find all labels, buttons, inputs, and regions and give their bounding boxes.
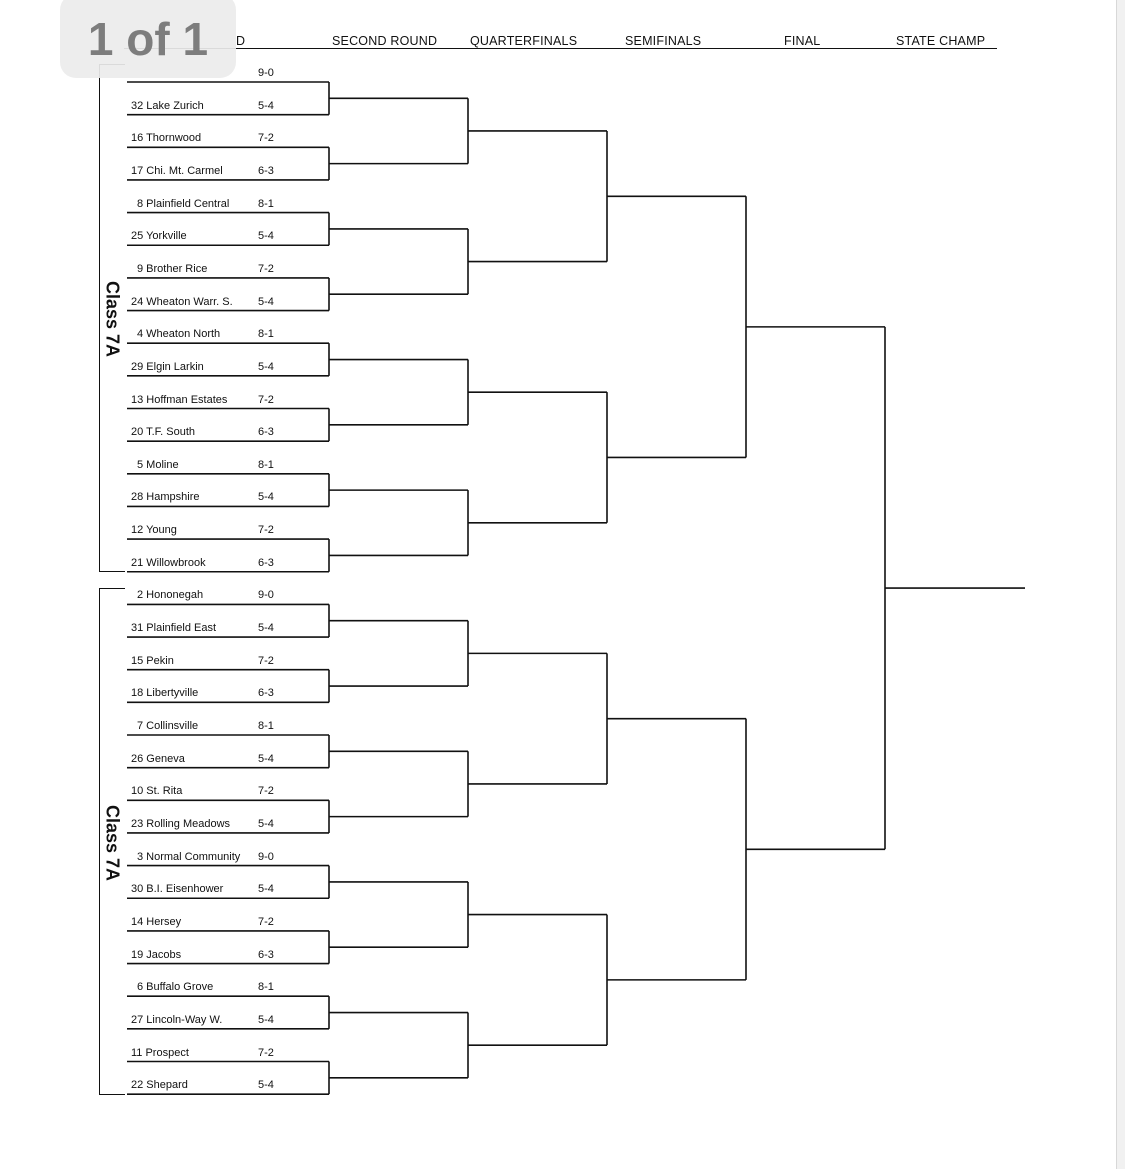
team-entry: 28 Hampshire (131, 491, 200, 504)
team-entry: 19 Jacobs (131, 948, 182, 961)
team-record: 5-4 (258, 1079, 274, 1092)
team-entry: 14 Hersey (131, 915, 182, 928)
team-entry: 3 Normal Community (137, 850, 241, 863)
team-record: 6-3 (258, 164, 274, 177)
team-record: 9-0 (258, 589, 274, 602)
team-entry: 15 Pekin (131, 654, 174, 667)
team-entry: 11 Prospect (131, 1046, 189, 1059)
team-entry: 16 Thornwood (131, 132, 202, 145)
team-record: 6-3 (258, 556, 274, 569)
team-entry: 30 B.I. Eisenhower (131, 883, 224, 896)
team-entry: 10 St. Rita (131, 785, 183, 798)
team-entry: 8 Plainfield Central (137, 197, 230, 210)
team-record: 8-1 (258, 328, 274, 341)
team-record: 5-4 (258, 817, 274, 830)
quarterfinals-header: QUARTERFINALS (470, 34, 578, 48)
header-underline (124, 48, 997, 49)
team-entry: 21 Willowbrook (131, 556, 206, 569)
team-record: 8-1 (258, 720, 274, 732)
team-record: 7-2 (258, 393, 274, 406)
team-record: 7-2 (258, 132, 274, 145)
team-record: 6-3 (258, 948, 274, 961)
team-entry: 7 Collinsville (137, 720, 199, 732)
team-entry: 31 Plainfield East (131, 622, 216, 635)
team-entry: 32 Lake Zurich (131, 99, 204, 112)
team-entry: 2 Hononegah (137, 589, 204, 602)
team-record: 8-1 (258, 981, 274, 994)
team-entry: 6 Buffalo Grove (137, 981, 214, 994)
team-record: 5-4 (258, 883, 274, 896)
team-record: 5-4 (258, 622, 274, 635)
team-record: 9-0 (258, 850, 274, 863)
team-record: 5-4 (258, 295, 274, 308)
team-entry: 12 Young (131, 524, 177, 537)
team-record: 5-4 (258, 491, 274, 504)
team-record: 5-4 (258, 99, 274, 112)
team-entry: 27 Lincoln-Way W. (131, 1013, 223, 1026)
team-record: 7-2 (258, 524, 274, 537)
team-record: 7-2 (258, 262, 274, 275)
page-indicator (60, 0, 236, 78)
team-entry: 22 Shepard (131, 1079, 188, 1092)
team-entry: 18 Libertyville (131, 687, 199, 700)
final-header: FINAL (784, 34, 821, 48)
class-region-label: Class 7A (102, 280, 123, 358)
team-entry: 26 Geneva (131, 752, 185, 765)
semifinals-header: SEMIFINALS (625, 34, 702, 48)
team-record: 7-2 (258, 654, 274, 667)
team-entry: 5 Moline (137, 458, 179, 471)
team-entry: 24 Wheaton Warr. S. (131, 295, 233, 308)
team-entry: 25 Yorkville (131, 230, 187, 243)
first-round-header: D (236, 34, 246, 48)
second-round-header: SECOND ROUND (332, 34, 438, 48)
team-entry: 23 Rolling Meadows (131, 817, 231, 830)
team-record: 9-0 (258, 67, 274, 79)
team-record: 7-2 (258, 785, 274, 798)
team-record: 5-4 (258, 752, 274, 765)
team-record: 8-1 (258, 458, 274, 471)
class-region-label: Class 7A (102, 804, 123, 882)
team-record: 5-4 (258, 1013, 274, 1026)
team-record: 7-2 (258, 1046, 274, 1059)
team-entry: 20 T.F. South (131, 426, 196, 439)
page-indicator-text: 1 of 1 (87, 13, 209, 65)
team-record: 5-4 (258, 360, 274, 373)
team-entry: 29 Elgin Larkin (131, 360, 204, 373)
team-entry: 9 Brother Rice (137, 262, 208, 275)
team-record: 6-3 (258, 426, 274, 439)
team-record: 5-4 (258, 230, 274, 243)
team-entry: 17 Chi. Mt. Carmel (131, 164, 223, 177)
team-entry: 13 Hoffman Estates (131, 393, 228, 406)
team-record: 7-2 (258, 915, 274, 928)
team-record: 6-3 (258, 687, 274, 700)
team-record: 8-1 (258, 197, 274, 210)
team-entry: 4 Wheaton North (137, 328, 221, 341)
state-champ-header: STATE CHAMP (896, 34, 986, 48)
